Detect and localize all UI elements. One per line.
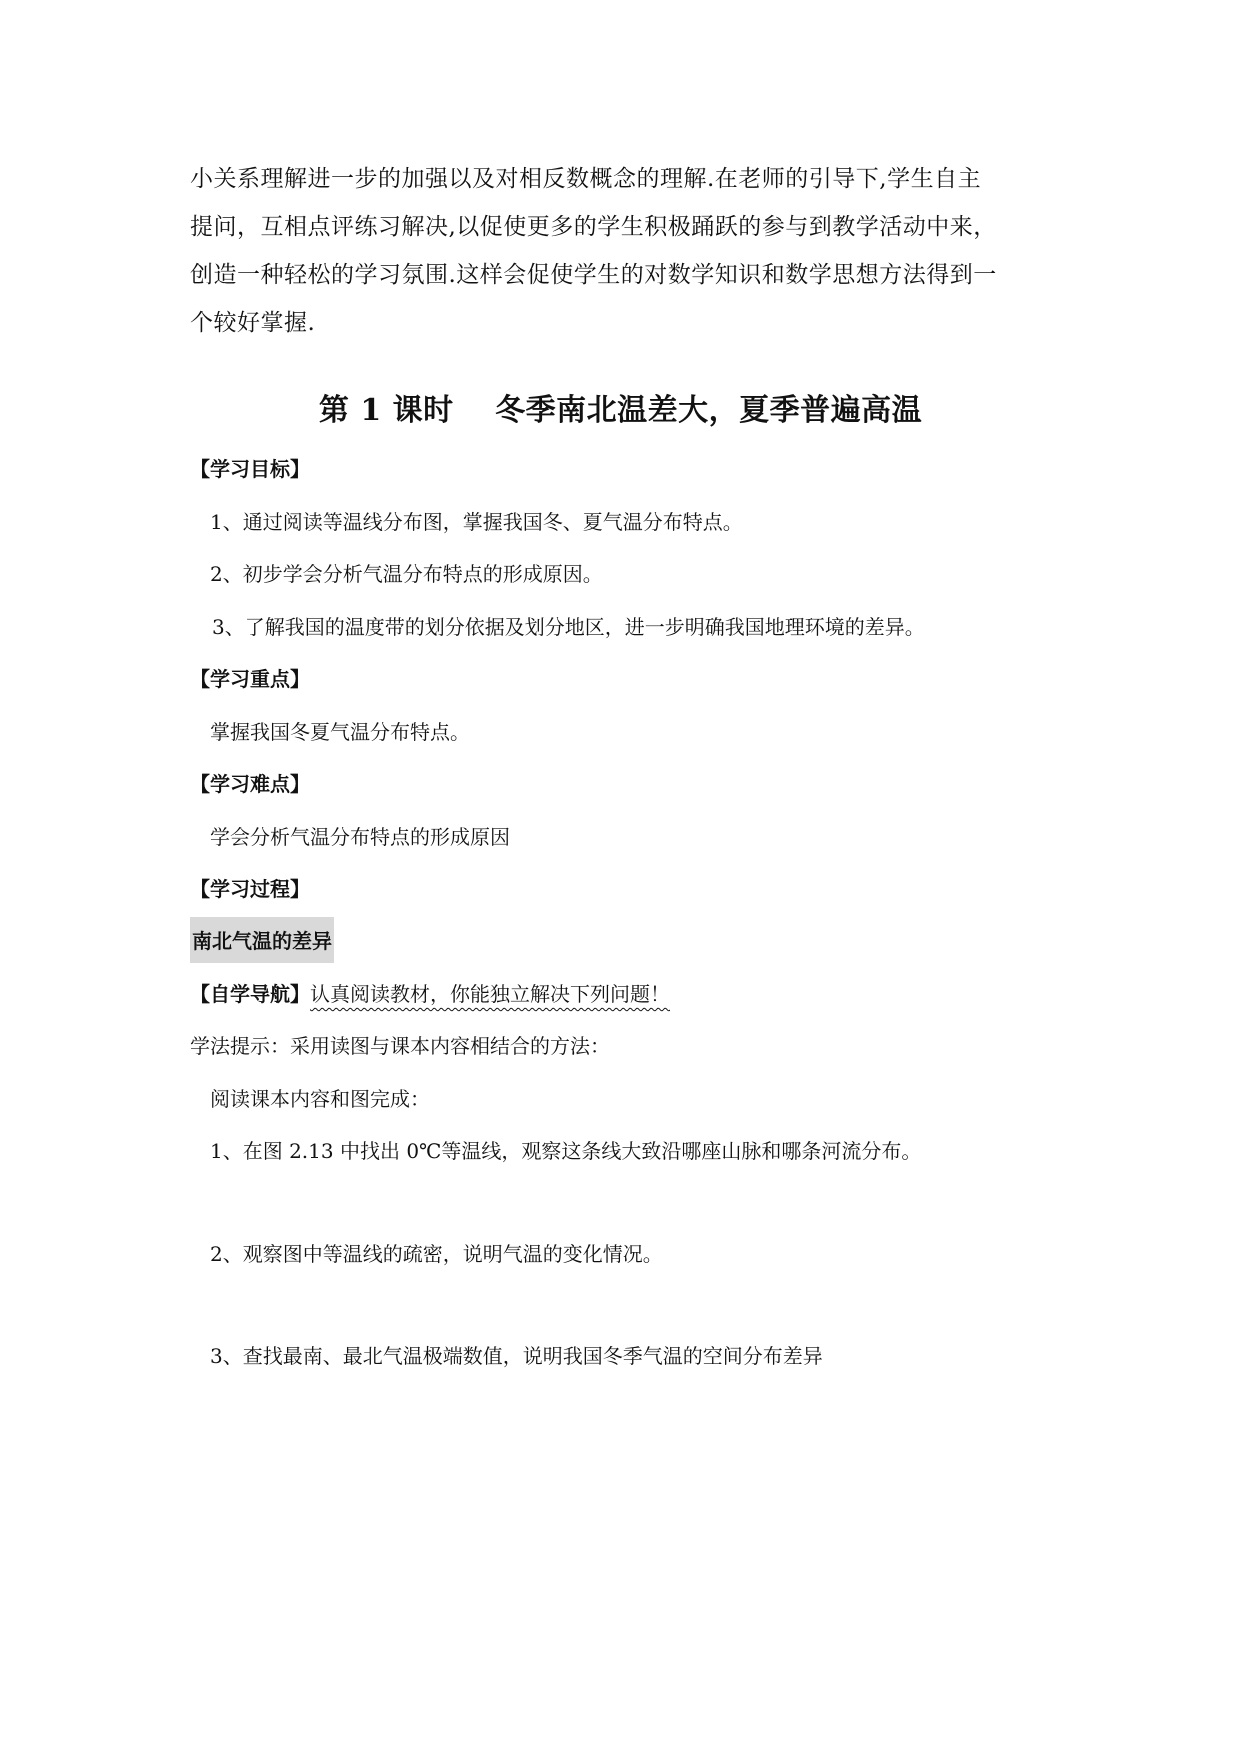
guide-label: 【自学导航】 (190, 982, 310, 1006)
lesson-title: 第 1 课时 冬季南北温差大，夏季普遍高温 (318, 393, 923, 428)
guide-text: 认真阅读教材，你能独立解决下列问题！ (310, 982, 670, 1006)
key-points-heading: 【学习重点】 (190, 667, 310, 691)
intro-line: 提问，互相点评练习解决,以促使更多的学生积极踊跃的参与到教学活动中来， (190, 214, 997, 240)
difficulties-text: 学会分析气温分布特点的形成原因 (210, 825, 510, 849)
question-item: 2、观察图中等温线的疏密，说明气温的变化情况。 (210, 1242, 663, 1266)
intro-line: 个较好掌握. (190, 310, 316, 336)
intro-paragraph (190, 155, 1070, 347)
objectives-heading: 【学习目标】 (190, 457, 310, 481)
question-item: 1、在图 2.13 中找出 0℃等温线，观察这条线大致沿哪座山脉和哪条河流分布。 (210, 1139, 922, 1163)
difficulties-heading: 【学习难点】 (190, 772, 310, 796)
objective-item: 3、了解我国的温度带的划分依据及划分地区，进一步明确我国地理环境的差异。 (212, 615, 925, 639)
section-title-wrap (190, 925, 334, 954)
process-heading: 【学习过程】 (190, 877, 310, 901)
objective-item: 1、通过阅读等温线分布图，掌握我国冬、夏气温分布特点。 (210, 510, 743, 534)
guide-line (190, 978, 670, 1007)
objective-item: 2、初步学会分析气温分布特点的形成原因。 (210, 562, 603, 586)
intro-line: 创造一种轻松的学习氛围.这样会促使学生的对数学知识和数学思想方法得到一 (190, 262, 997, 288)
instruction-text: 阅读课本内容和图完成： (210, 1087, 430, 1111)
key-points-text: 掌握我国冬夏气温分布特点。 (210, 720, 470, 744)
method-hint: 学法提示：采用读图与课本内容相结合的方法： (190, 1034, 610, 1058)
intro-line: 小关系理解进一步的加强以及对相反数概念的理解.在老师的引导下,学生自主 (190, 166, 982, 192)
question-item: 3、查找最南、最北气温极端数值，说明我国冬季气温的空间分布差异 (210, 1344, 823, 1368)
section-title: 南北气温的差异 (190, 917, 334, 963)
